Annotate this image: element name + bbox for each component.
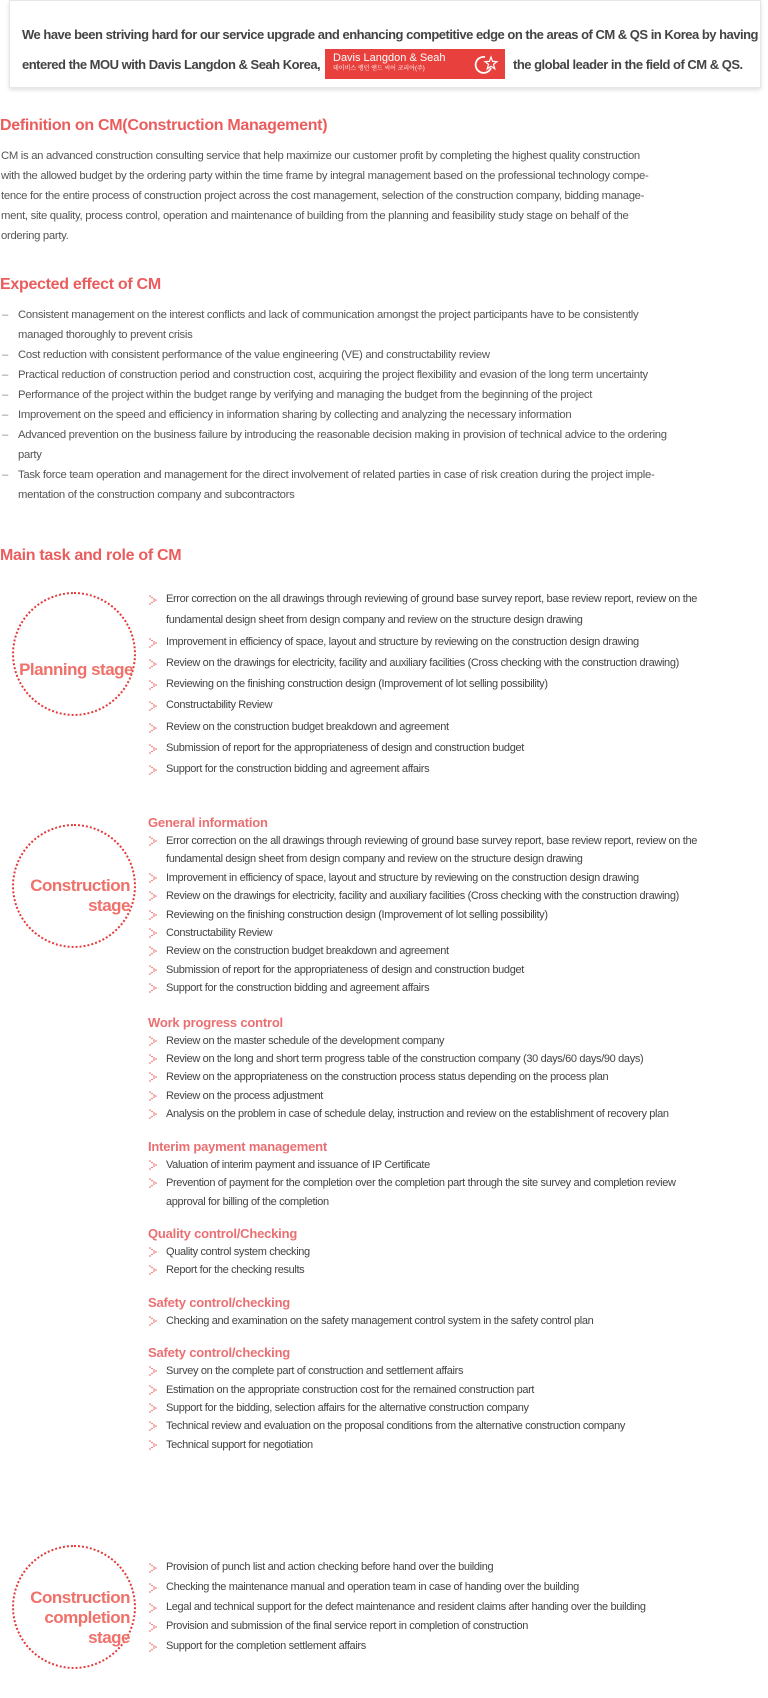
task-item-text: Reviewing on the finishing construction design (Improvement of lot selling possibility) (166, 678, 548, 691)
dotted-chevron-icon (149, 1312, 158, 1326)
group-title: Safety control/checking (148, 1345, 291, 1361)
stage-label-line: completion (44, 1608, 130, 1627)
task-group (148, 814, 766, 998)
dotted-chevron-icon (149, 942, 158, 956)
task-list (148, 832, 766, 998)
dash-bullet: – (2, 349, 8, 361)
effect-item (0, 465, 748, 505)
dotted-chevron-icon (149, 717, 158, 733)
planning-stage-circle (12, 592, 136, 716)
dotted-chevron-icon (149, 1436, 158, 1450)
task-item (148, 1312, 766, 1330)
dotted-chevron-icon (149, 1558, 158, 1573)
task-item-text: Provision and submission of the final service report in completion of construction (166, 1620, 528, 1633)
task-item-text: fundamental design sheet from design company and review on the structure design drawing (166, 853, 583, 866)
task-item-text: Valuation of interim payment and issuance of IP Certificate (166, 1158, 430, 1171)
task-item-text: Support for the completion settlement affairs (166, 1640, 366, 1653)
effect-item (0, 305, 748, 345)
task-list (148, 589, 766, 781)
definition-line: CM is an advanced construction consulting service that help maximize our customer profit by completing the highest quality construction (1, 150, 640, 162)
dash-bullet: – (2, 389, 8, 401)
task-item-text: Constructability Review (166, 927, 273, 940)
task-group (148, 1014, 766, 1124)
dotted-chevron-icon (149, 589, 158, 605)
dash-bullet: – (2, 469, 8, 481)
intro-line-1: We have been striving hard for our service upgrade and enhancing competitive edge on the areas of CM & QS in Korea by having (22, 27, 758, 42)
task-item-text: Error correction on the all drawings through reviewing of ground base survey report, base review report, review on the (166, 593, 697, 605)
task-item (148, 1436, 766, 1454)
task-item (148, 979, 766, 997)
dotted-chevron-icon (149, 832, 158, 846)
dotted-chevron-icon (149, 695, 158, 711)
task-item-text: Review on the drawings for electricity, facility and auxiliary facilities (Cross checking with the construction drawing) (166, 890, 679, 903)
effect-item-text: Cost reduction with consistent performance of the value engineering (VE) and constructability review (18, 349, 490, 361)
stage-label-line: Planning stage (19, 660, 133, 679)
dotted-chevron-icon (149, 674, 158, 690)
definition-body (1, 146, 749, 246)
definition-line: with the allowed budget by the ordering party within the time frame by integral management based on the professional technology compe- (1, 170, 649, 182)
effect-item-text: Practical reduction of construction period and construction cost, acquiring the project flexibility and evasion of the long term uncertainty (18, 369, 648, 381)
group-title: Quality control/Checking (148, 1225, 298, 1241)
planning-stage-tasks (148, 589, 766, 781)
task-item-text: Checking the maintenance manual and operation team in case of handing over the building (166, 1580, 579, 1593)
completion-stage-tasks (148, 1558, 766, 1657)
dotted-chevron-icon (149, 906, 158, 920)
task-item (148, 1362, 766, 1380)
task-item (148, 1578, 766, 1598)
dotted-chevron-icon (149, 961, 158, 975)
task-item (148, 1558, 766, 1578)
task-item (148, 653, 766, 674)
task-item-text: Improvement in efficiency of space, layout and structure by reviewing on the construction design drawing (166, 635, 639, 648)
task-item (148, 1032, 766, 1050)
task-item-text: Estimation on the appropriate construction cost for the remained construction part (166, 1383, 535, 1396)
task-item (148, 1087, 766, 1105)
dotted-chevron-icon (149, 924, 158, 938)
dotted-chevron-icon (149, 1156, 158, 1170)
effect-item-text: party (18, 449, 42, 461)
dotted-chevron-icon (149, 738, 158, 754)
task-item (148, 1050, 766, 1068)
definition-title: Definition on CM(Construction Management) (0, 117, 328, 134)
task-item (148, 887, 766, 905)
dotted-chevron-icon (149, 1362, 158, 1376)
dotted-chevron-icon (149, 1399, 158, 1413)
dotted-chevron-icon (149, 1617, 158, 1632)
task-item (148, 632, 766, 653)
task-item (148, 942, 766, 960)
task-item-text: Submission of report for the appropriateness of design and construction budget (166, 963, 524, 976)
task-item (148, 1105, 766, 1123)
dotted-chevron-icon (149, 1381, 158, 1395)
task-item (148, 589, 766, 632)
task-item-text: Prevention of payment for the completion over the completion part through the site survey and completion review (166, 1177, 676, 1190)
task-item (148, 832, 766, 869)
task-item-text: Report for the checking results (166, 1264, 305, 1277)
task-item-text: fundamental design sheet from design company and review on the structure design drawing (166, 614, 583, 627)
task-item-text: Support for the construction bidding and agreement affairs (166, 982, 430, 995)
davis-langdon-logo (325, 49, 505, 79)
task-item (148, 1381, 766, 1399)
task-item (148, 1417, 766, 1435)
dotted-chevron-icon (149, 1032, 158, 1046)
task-item (148, 738, 766, 759)
dotted-chevron-icon (149, 1637, 158, 1652)
task-item-text: Improvement in efficiency of space, layout and structure by reviewing on the construction design drawing (166, 871, 639, 884)
dotted-chevron-icon (149, 1417, 158, 1431)
effect-item (0, 385, 748, 405)
effect-item (0, 405, 748, 425)
intro-line-2-before: entered the MOU with Davis Langdon & Seah Korea, (22, 57, 321, 72)
task-item-text: Legal and technical support for the defect maintenance and resident claims after handing over the building (166, 1600, 646, 1613)
group-title: General information (148, 815, 268, 830)
task-item-text: Review on the appropriateness on the construction process status depending on the process plan (166, 1071, 609, 1084)
group-title: Interim payment management (148, 1138, 328, 1154)
task-group (148, 1344, 766, 1454)
dotted-chevron-icon (149, 1578, 158, 1593)
task-item (148, 1637, 766, 1657)
task-item-text: Analysis on the problem in case of schedule delay, instruction and review on the establishment of recovery plan (166, 1108, 669, 1121)
dash-bullet: – (2, 429, 8, 441)
task-item (148, 924, 766, 942)
dotted-chevron-icon (149, 979, 158, 993)
task-item-text: Review on the process adjustment (166, 1089, 323, 1102)
effect-item-text: managed thoroughly to prevent crisis (18, 329, 193, 341)
task-item (148, 1617, 766, 1637)
intro-banner (9, 0, 761, 88)
task-item-text: Survey on the complete part of construction and settlement affairs (166, 1365, 464, 1378)
task-list (148, 1032, 766, 1124)
stage-label-line: stage (88, 1628, 130, 1647)
task-item (148, 1598, 766, 1618)
task-item (148, 674, 766, 695)
task-item (148, 717, 766, 738)
effect-title: Expected effect of CM (0, 276, 161, 293)
dotted-chevron-icon (149, 632, 158, 648)
dotted-chevron-icon (149, 1598, 158, 1613)
task-item-text: Technical review and evaluation on the proposal conditions from the alternative construction company (166, 1420, 626, 1433)
task-item-text: Review on the construction budget breakdown and agreement (166, 720, 449, 733)
dash-bullet: – (2, 409, 8, 421)
task-item-text: Quality control system checking (166, 1245, 310, 1258)
effect-item-text: mentation of the construction company and subcontractors (18, 489, 295, 501)
task-item-text: Review on the master schedule of the development company (166, 1034, 445, 1047)
task-item-text: Provision of punch list and action checking before hand over the building (166, 1561, 494, 1573)
task-item-text: Review on the drawings for electricity, facility and auxiliary facilities (Cross checking with the construction drawing) (166, 656, 679, 669)
dotted-chevron-icon (149, 1050, 158, 1064)
effect-list (0, 305, 748, 505)
effect-item (0, 345, 748, 365)
task-item-text: Error correction on the all drawings through reviewing of ground base survey report, base review report, review on the (166, 835, 697, 847)
task-item-text: approval for billing of the completion (166, 1195, 329, 1208)
task-item (148, 869, 766, 887)
task-group (148, 1138, 766, 1211)
completion-stage-label (30, 1588, 130, 1648)
logo-name: Davis Langdon & Seah (333, 52, 446, 64)
task-item-text: Review on the long and short term progress table of the construction company (30 days/60 days/90 days) (166, 1053, 644, 1066)
effect-item (0, 365, 748, 385)
dotted-chevron-icon (149, 1174, 158, 1188)
star-swirl-icon (469, 54, 499, 74)
planning-stage-label (19, 660, 133, 680)
dotted-chevron-icon (149, 1243, 158, 1257)
task-item (148, 1068, 766, 1086)
task-item (148, 1399, 766, 1417)
task-group (148, 1294, 766, 1330)
dotted-chevron-icon (149, 887, 158, 901)
dotted-chevron-icon (149, 869, 158, 883)
effect-item-text: Task force team operation and management for the direct involvement of related parties in case of risk creation during the project imple- (18, 469, 655, 481)
task-item-text: Checking and examination on the safety management control system in the safety control plan (166, 1314, 594, 1327)
dotted-chevron-icon (149, 1261, 158, 1275)
definition-line: ment, site quality, process control, operation and maintenance of building from the planning and feasibility study stage on behalf of the (1, 210, 629, 222)
task-item-text: Support for the bidding, selection affairs for the alternative construction company (166, 1401, 529, 1414)
dash-bullet: – (2, 309, 8, 321)
task-item-text: Review on the construction budget breakdown and agreement (166, 945, 449, 958)
task-item (148, 1174, 766, 1211)
definition-line: ordering party. (1, 230, 69, 242)
intro-line-2 (22, 57, 320, 72)
stage-label-line: Construction (30, 876, 130, 895)
task-item (148, 1261, 766, 1279)
construction-stage-tasks (148, 814, 766, 1454)
logo-korean: 데이비스 랭던 앤드 씨어 코리아(주) (333, 66, 425, 72)
effect-item-text: Advanced prevention on the business failure by introducing the reasonable decision making in provision of technical advice to the ordering (18, 429, 667, 441)
dotted-chevron-icon (149, 759, 158, 775)
effect-item-text: Consistent management on the interest conflicts and lack of communication amongst the project participants have to be consistently (18, 309, 639, 321)
effect-item (0, 425, 748, 465)
dotted-chevron-icon (149, 1068, 158, 1082)
task-item (148, 759, 766, 780)
task-item-text: Technical support for negotiation (166, 1438, 313, 1451)
group-title: Safety control/checking (148, 1294, 291, 1310)
effect-item-text: Performance of the project within the budget range by verifying and managing the budget from the beginning of the project (18, 389, 593, 401)
task-group (148, 1225, 766, 1280)
effect-item-text: Improvement on the speed and efficiency in information sharing by collecting and analyzing the necessary information (18, 409, 572, 421)
task-list (148, 1312, 766, 1330)
task-item (148, 1156, 766, 1174)
task-item (148, 1243, 766, 1261)
dotted-chevron-icon (149, 1105, 158, 1119)
task-list (148, 1156, 766, 1211)
task-item-text: Reviewing on the finishing construction design (Improvement of lot selling possibility) (166, 908, 548, 921)
intro-line-2-after: the global leader in the field of CM & QS. (513, 57, 743, 72)
tasks-title: Main task and role of CM (0, 547, 182, 564)
dotted-chevron-icon (149, 1087, 158, 1101)
task-list (148, 1558, 766, 1657)
task-item (148, 906, 766, 924)
task-item (148, 961, 766, 979)
definition-line: tence for the entire process of construction project across the cost management, selection of the construction company, bidding manage- (1, 190, 645, 202)
task-list (148, 1243, 766, 1280)
task-item-text: Constructability Review (166, 699, 273, 712)
task-list (148, 1362, 766, 1454)
group-title: Work progress control (148, 1014, 283, 1030)
stage-label-line: stage (88, 896, 130, 915)
task-item (148, 695, 766, 716)
task-item-text: Submission of report for the appropriateness of design and construction budget (166, 742, 524, 755)
dotted-chevron-icon (149, 653, 158, 669)
dash-bullet: – (2, 369, 8, 381)
task-item-text: Support for the construction bidding and agreement affairs (166, 763, 430, 776)
construction-stage-label (30, 876, 130, 916)
stage-label-line: Construction (30, 1588, 130, 1607)
